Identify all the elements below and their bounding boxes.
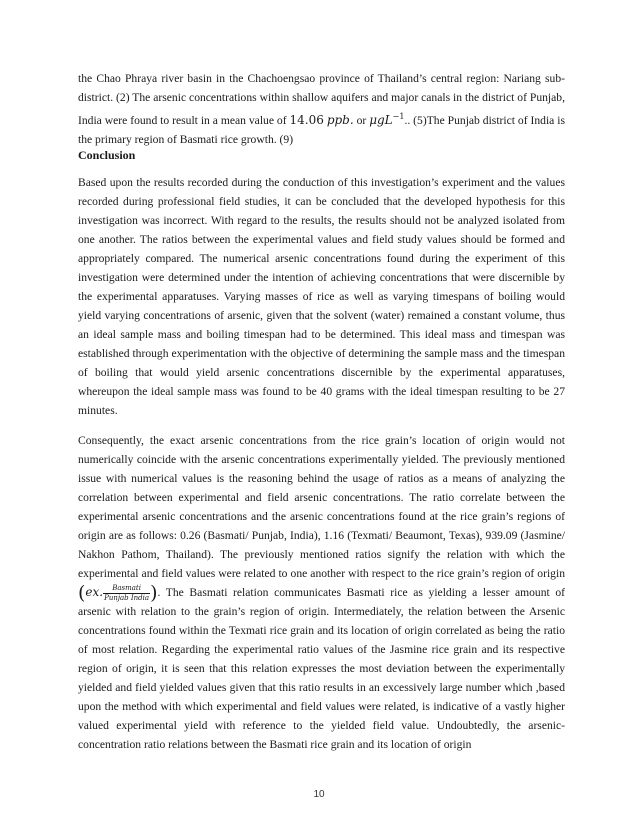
unit-ugl: μgL xyxy=(369,112,393,127)
formula-prefix: ex. xyxy=(85,585,104,600)
formula-denominator: Punjab India xyxy=(104,594,150,603)
formula-fraction xyxy=(103,584,150,603)
conclusion-paragraph-2 xyxy=(78,431,565,754)
para2-text-end: . The Basmati relation communicates Basmati rice as yielding a lesser amount of arsenic with relation to the grain’s region of origin. Intermediately, the relation between the Arsenic concentrations found within the Texmati rice grain and its location of origin correlated as being the ratio of most relation. Regarding the experimental ratio values of the Jasmine rice grain and its respective region of origin, it is seen that this relation expresses the most deviation between the experimentally yielded and field yielded values given that this ratio results in an excessively large number which ,based upon the method with which experimental and field values were related, is indicative of a vastly higher valued experimental yield with reference to the yielded field value. Undoubtedly, the arsenic-concentration ratio relations between the Basmati rice grain and its location of origin xyxy=(78,586,565,751)
conclusion-paragraph-1: Based upon the results recorded during the conduction of this investigation’s experiment and the values recorded during professional field studies, it can be concluded that the developed hypothesis for this investigation was incorrect. With regard to the results, the results should not be analyzed isolated from one another. The ratios between the experimental values and field study values should be formed and appropriately compared. The numerical arsenic concentrations found during the experiment of this investigation were determined under the intention of achieving concentrations that were discernible by the experimental apparatuses. Varying masses of rice as well as varying timespans of boiling would yield varying concentrations of arsenic, given that the solvent (water) remained a constant volume, thus an ideal sample mass and boiling timespan had to be determined. This ideal mass and timespan was established through experimentation with the objective of determining the sample mass and the timespan of boiling that would yield arsenic concentrations discernible by the experimental apparatuses, whereupon the ideal sample mass was found to be 40 grams with the ideal timespan resulting to be 27 minutes. xyxy=(78,176,565,417)
intro-text-end: .. (5)The Punjab district of India is the primary region of Basmati rice growth. (9) xyxy=(78,113,565,146)
section-heading: Conclusion xyxy=(78,148,136,162)
mean-value: 14.06 xyxy=(289,112,324,127)
intro-paragraph xyxy=(78,69,565,149)
or-text: or xyxy=(353,113,370,127)
formula-numerator: Basmati xyxy=(103,584,150,594)
ratio-formula xyxy=(78,583,157,603)
page-number: 10 xyxy=(313,789,325,800)
intro-text: the Chao Phraya river basin in the Chachoengsao province of Thailand’s central region: Nariang sub-district. (2) The arsenic concentrations within shallow aquifers and major canals in the district of Punjab, India were found to result in a mean value of xyxy=(78,72,565,127)
unit-ppb: ppb. xyxy=(326,112,354,127)
unit-exponent: −1 xyxy=(392,112,405,121)
formula-paren-right: ) xyxy=(150,582,158,605)
para2-text: Consequently, the exact arsenic concentrations from the rice grain’s location of origin would not numerically coincide with the arsenic concentrations experimentally yielded. The previously mentioned issue with numerical values is the reasoning behind the usage of ratios as a means of analyzing the correlation between experimental and field arsenic concentrations. The ratio correlate between the experimental arsenic concentrations and the arsenic concentrations found at the rice grain’s regions of origin are as follows: 0.26 (Basmati/ Punjab, India), 1.16 (Texmati/ Beaumont, Texas), 939.09 (Jasmine/ Nakhon Pathom, Thailand). The previously mentioned ratios signify the relation with which the experimental and field values were related to one another with respect to the rice grain’s region of origin xyxy=(78,434,565,580)
formula-paren-left: ( xyxy=(78,582,86,605)
